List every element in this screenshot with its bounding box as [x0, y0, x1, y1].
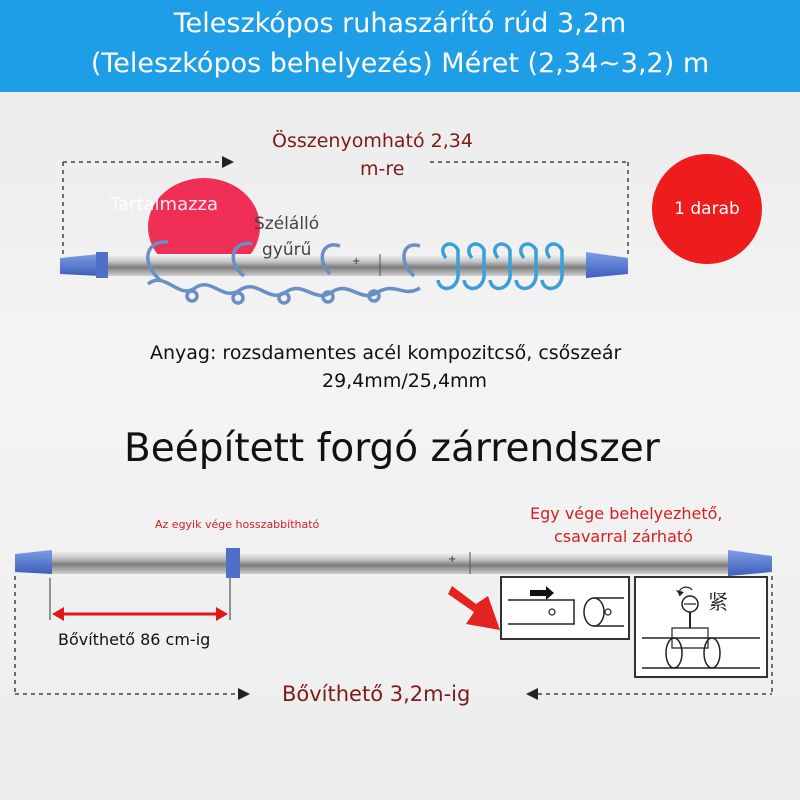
one-end-extendable-label: Az egyik vége hosszabbítható	[155, 518, 320, 531]
extend-86-label: Bővíthető 86 cm-ig	[58, 630, 211, 649]
insert-label-line-2: csavarral zárható	[554, 527, 693, 546]
arrow-right-icon	[222, 156, 234, 168]
bottom-rod	[15, 548, 772, 578]
extend-86-arrow	[50, 578, 230, 621]
compress-label-line-1: Összenyomható 2,34	[272, 130, 473, 152]
insert-diagram-box	[500, 576, 630, 640]
arrow-right-icon	[238, 688, 250, 700]
material-line-2: 29,4mm/25,4mm	[322, 370, 488, 392]
svg-text:+: +	[448, 554, 457, 565]
tight-char-label: 紧	[708, 590, 728, 614]
screw-diagram-svg	[636, 578, 766, 676]
contains-label: Tartalmazza	[110, 194, 219, 215]
compress-label-line-2: m-re	[360, 158, 405, 180]
insert-diagram-svg	[502, 578, 628, 638]
windproof-label-line-1: Szélálló	[254, 214, 320, 234]
lock-system-heading: Beépített forgó zárrendszer	[124, 426, 660, 471]
compress-dimension-line	[63, 162, 628, 258]
windproof-label-line-2: gyűrű	[262, 240, 312, 260]
title-line-1: Teleszkópos ruhaszárító rúd 3,2m	[173, 8, 627, 39]
svg-text:+: +	[352, 256, 361, 267]
quantity-badge: 1 darab	[652, 154, 762, 264]
extend-32-label: Bővíthető 3,2m-ig	[282, 682, 471, 706]
insert-label-line-1: Egy vége behelyezhető,	[530, 504, 723, 523]
arrow-right-icon	[530, 586, 554, 600]
top-rod	[60, 252, 628, 278]
red-pointer-arrow-icon	[448, 586, 500, 630]
material-line-1: Anyag: rozsdamentes acél kompozitcső, csőszeár	[150, 342, 622, 364]
screw-diagram-box	[634, 576, 768, 678]
title-line-2: (Teleszkópos behelyezés) Méret (2,34~3,2) m	[90, 48, 710, 79]
arrow-left-icon	[526, 688, 538, 700]
